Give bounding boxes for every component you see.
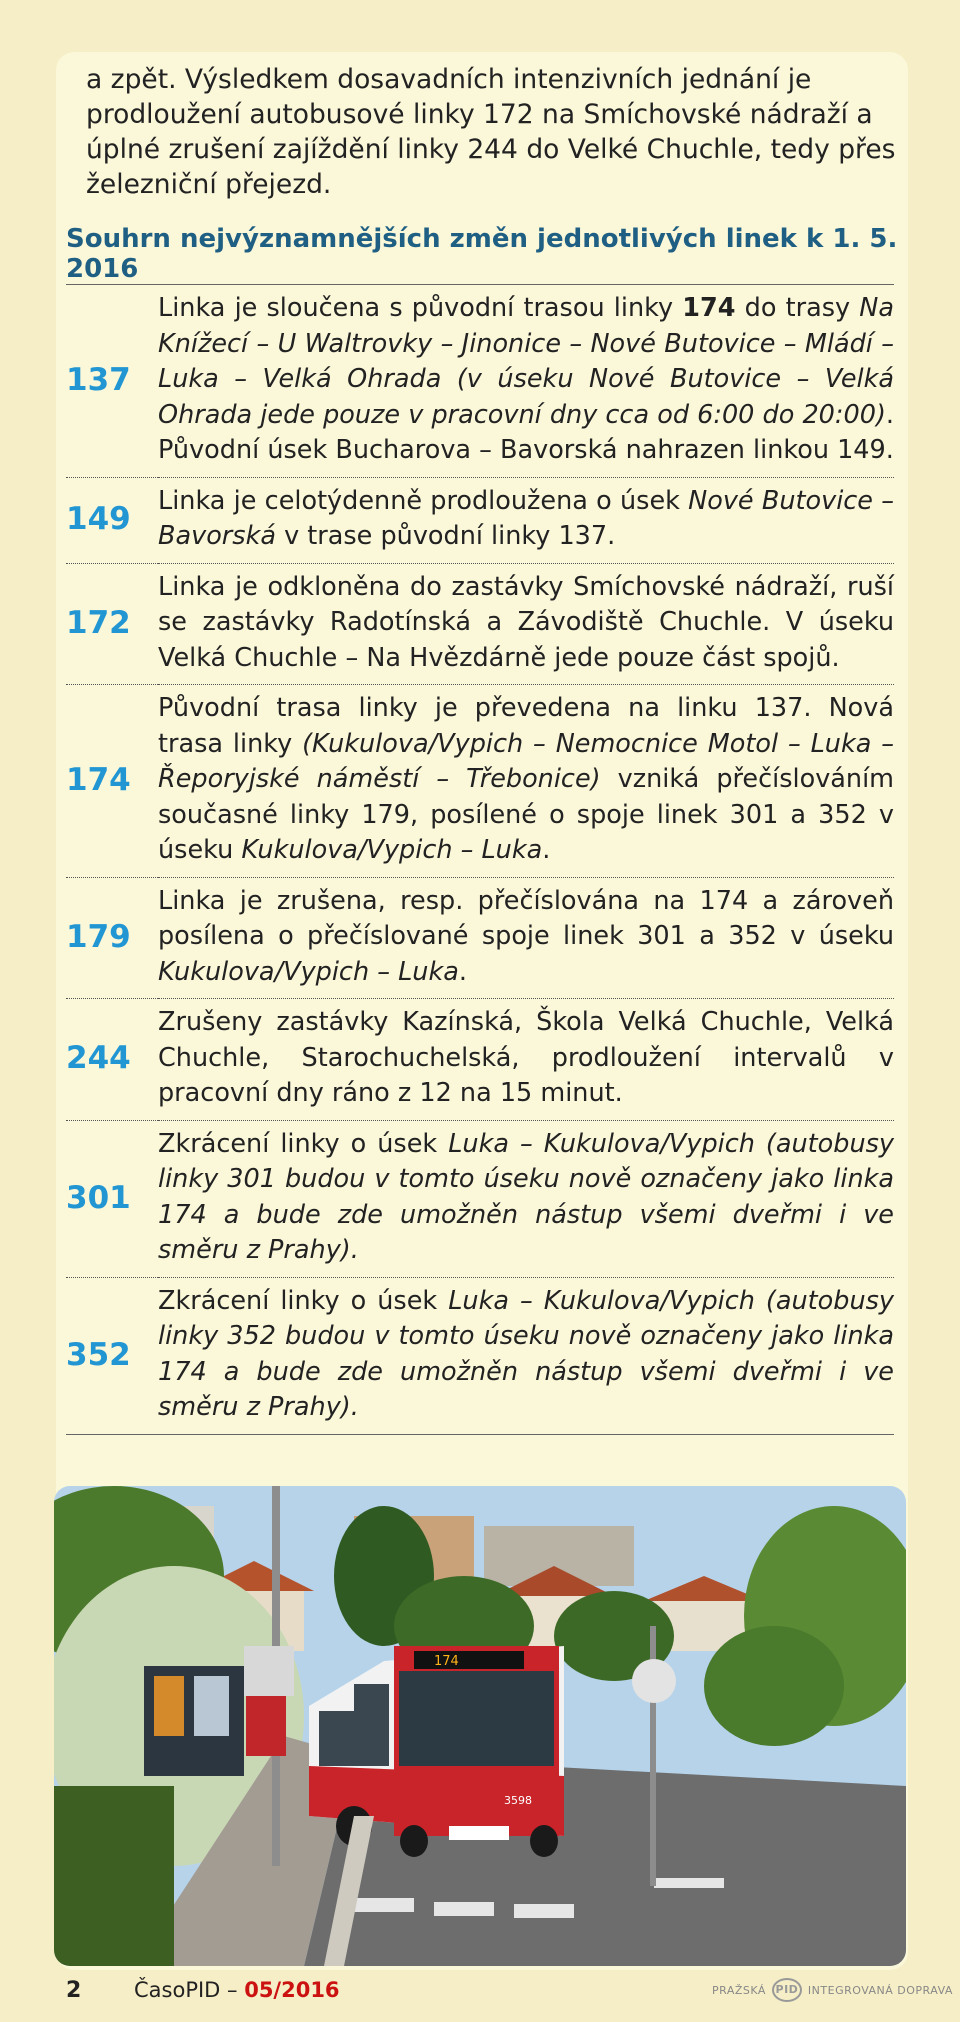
line-number: 137 <box>66 285 158 478</box>
line-number: 301 <box>66 1120 158 1277</box>
table-row <box>66 1120 894 1277</box>
pid-mark-icon: PID <box>772 1978 802 2002</box>
line-number: 352 <box>66 1277 158 1434</box>
line-description: Linka je zrušena, resp. přečíslována na 174 a zároveň posílena o přečíslované spoje linek 301 a 352 v úseku Kukulova/Vypich – Luka. <box>158 877 894 999</box>
table-row <box>66 477 894 563</box>
line-description: Linka je sloučena s původní trasou linky 174 do trasy Na Knížecí – U Waltrovky – Jinonice – Nové Butovice – Mládí – Luka – Velká Ohrada (v úseku Nové Butovice – Velká Ohrada jede pouze v pracovní dny cca od 6:00 do 20:00). Původní úsek Bucharova – Bavorská nahrazen linkou 149. <box>158 285 894 478</box>
table-row <box>66 1277 894 1434</box>
table-row <box>66 285 894 478</box>
table-row <box>66 563 894 685</box>
line-description: Zkrácení linky o úsek Luka – Kukulova/Vypich (autobusy linky 301 budou v tomto úseku nově označeny jako linka 174 a bude zde umožněn nástup všemi dveřmi i ve směru z Prahy). <box>158 1120 894 1277</box>
line-number: 174 <box>66 685 158 878</box>
section-heading: Souhrn nejvýznamnějších změn jednotlivých linek k 1. 5. 2016 <box>66 224 898 284</box>
line-changes-table <box>66 284 894 1435</box>
line-description: Zkrácení linky o úsek Luka – Kukulova/Vypich (autobusy linky 352 budou v tomto úseku nově označeny jako linka 174 a bude zde umožněn nástup všemi dveřmi i ve směru z Prahy). <box>158 1277 894 1434</box>
line-number: 179 <box>66 877 158 999</box>
pid-logo: PRAŽSKÁ PID INTEGROVANÁ DOPRAVA <box>712 1978 953 2002</box>
line-number: 172 <box>66 563 158 685</box>
route-sign: 174 <box>434 1654 459 1669</box>
page-number: 2 <box>66 1978 82 2003</box>
line-description: Linka je odkloněna do zastávky Smíchovské nádraží, ruší se zastávky Radotínská a Závodiště Chuchle. V úseku Velká Chuchle – Na Hvězdárně jede pouze část spojů. <box>158 563 894 685</box>
table-row <box>66 685 894 878</box>
line-description: Zrušeny zastávky Kazínská, Škola Velká Chuchle, Velká Chuchle, Starochuchelská, prodloužení intervalů v pracovní dny ráno z 12 na 15 minut. <box>158 999 894 1121</box>
fleet-number: 3598 <box>504 1794 532 1807</box>
bus-photo <box>54 1486 906 1966</box>
table-row <box>66 999 894 1121</box>
intro-paragraph: a zpět. Výsledkem dosavadních intenzivních jednání je prodloužení autobusové linky 172 na Smíchovské nádraží a úplné zrušení zajíždění linky 244 do Velké Chuchle, tedy přes železniční přejezd. <box>86 64 896 200</box>
line-number: 244 <box>66 999 158 1121</box>
issue-number: 05/2016 <box>244 1978 340 2002</box>
magazine-name: ČasoPID – 05/2016 <box>134 1978 340 2002</box>
line-description: Linka je celotýdenně prodloužena o úsek Nové Butovice – Bavorská v trase původní linky 137. <box>158 477 894 563</box>
line-description: Původní trasa linky je převedena na linku 137. Nová trasa linky (Kukulova/Vypich – Nemocnice Motol – Luka – Řeporyjské náměstí – Třebonice) vzniká přečíslováním současné linky 179, posílené o spoje linek 301 a 352 v úseku Kukulova/Vypich – Luka. <box>158 685 894 878</box>
line-number: 149 <box>66 477 158 563</box>
table-row <box>66 877 894 999</box>
